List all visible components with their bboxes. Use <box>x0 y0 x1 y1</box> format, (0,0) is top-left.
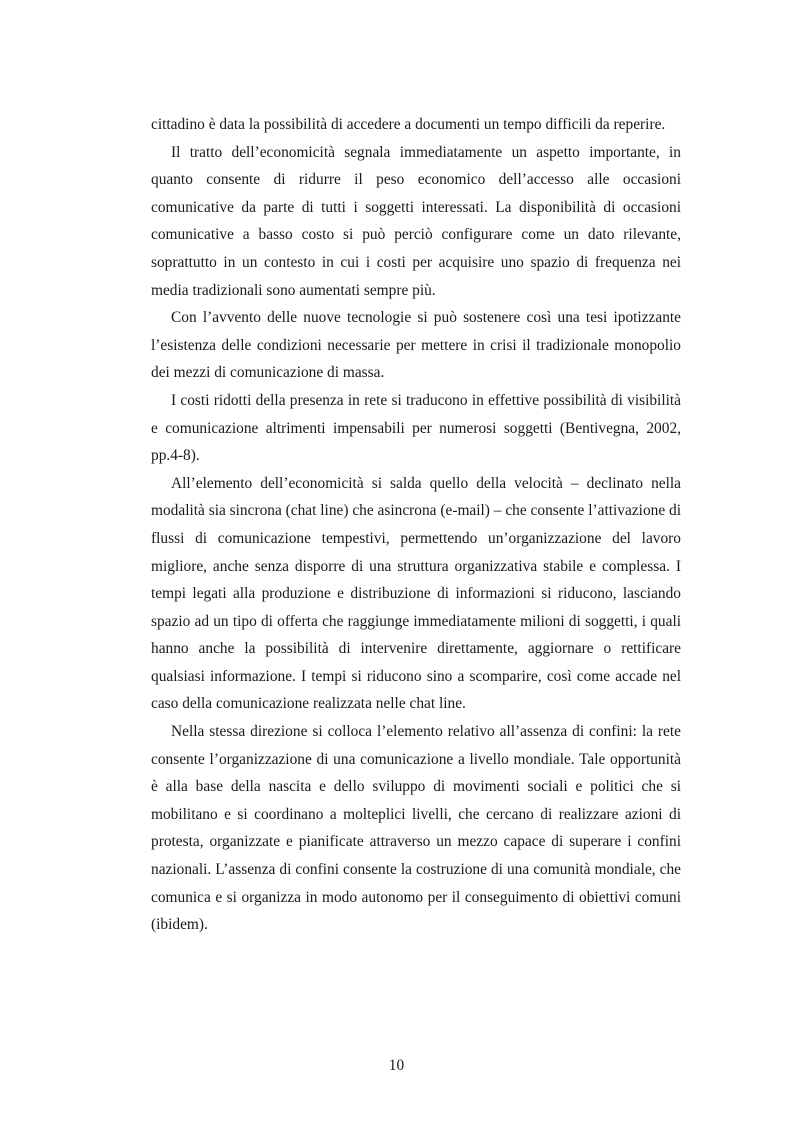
paragraph-assenza-confini: Nella stessa direzione si colloca l’elemento relativo all’assenza di confini: la rete consente l’organizzazione di una comunicazione a livello mondiale. Tale opportunità è alla base della nascita e dello sviluppo di movimenti sociali e politici che si mobilitano e si coordinano a molteplici livelli, che cercano di realizzare azioni di protesta, organizzate e pianificate attraverso un mezzo capace di superare i confini nazionali. L’assenza di confini consente la costruzione di una comunità mondiale, che comunica e si organizza in modo autonomo per il conseguimento di obiettivi comuni (ibidem). <box>151 723 681 934</box>
page-number: 10 <box>388 1057 405 1074</box>
paragraph-continuation: cittadino è data la possibilità di accedere a documenti un tempo difficili da reperire. <box>151 116 666 133</box>
page-body <box>151 111 681 939</box>
paragraph-costi-ridotti: I costi ridotti della presenza in rete si traducono in effettive possibilità di visibilità e comunicazione altrimenti impensabili per numerosi soggetti (Bentivegna, 2002, pp.4-8). <box>151 391 681 465</box>
paragraph-economicita: Il tratto dell’economicità segnala immediatamente un aspetto importante, in quanto consente di ridurre il peso economico dell’accesso alle occasioni comunicative da parte di tutti i soggetti interessati. La disponibilità di occasioni comunicative a basso costo si può perciò configurare come un dato rilevante, soprattutto in un contesto in cui i costi per acquisire uno spazio di frequenza nei media tradizionali sono aumentati sempre più. <box>151 143 681 299</box>
paragraph-nuove-tecnologie: Con l’avvento delle nuove tecnologie si può sostenere così una tesi ipotizzante l’esistenza delle condizioni necessarie per mettere in crisi il tradizionale monopolio dei mezzi di comunicazione di massa. <box>151 309 681 382</box>
paragraph-velocita: All’elemento dell’economicità si salda quello della velocità – declinato nella modalità sia sincrona (chat line) che asincrona (e-mail) – che consente l’attivazione di flussi di comunicazione tempestivi, permettendo un’organizzazione del lavoro migliore, anche senza disporre di una struttura organizzativa stabile e complessa. I tempi legati alla produzione e distribuzione di informazioni si riducono, lasciando spazio ad un tipo di offerta che raggiunge immediatamente milioni di soggetti, i quali hanno anche la possibilità di intervenire direttamente, aggiornare o rettificare qualsiasi informazione. I tempi si riducono sino a scomparire, così come accade nel caso della comunicazione realizzata nelle chat line. <box>151 474 681 713</box>
